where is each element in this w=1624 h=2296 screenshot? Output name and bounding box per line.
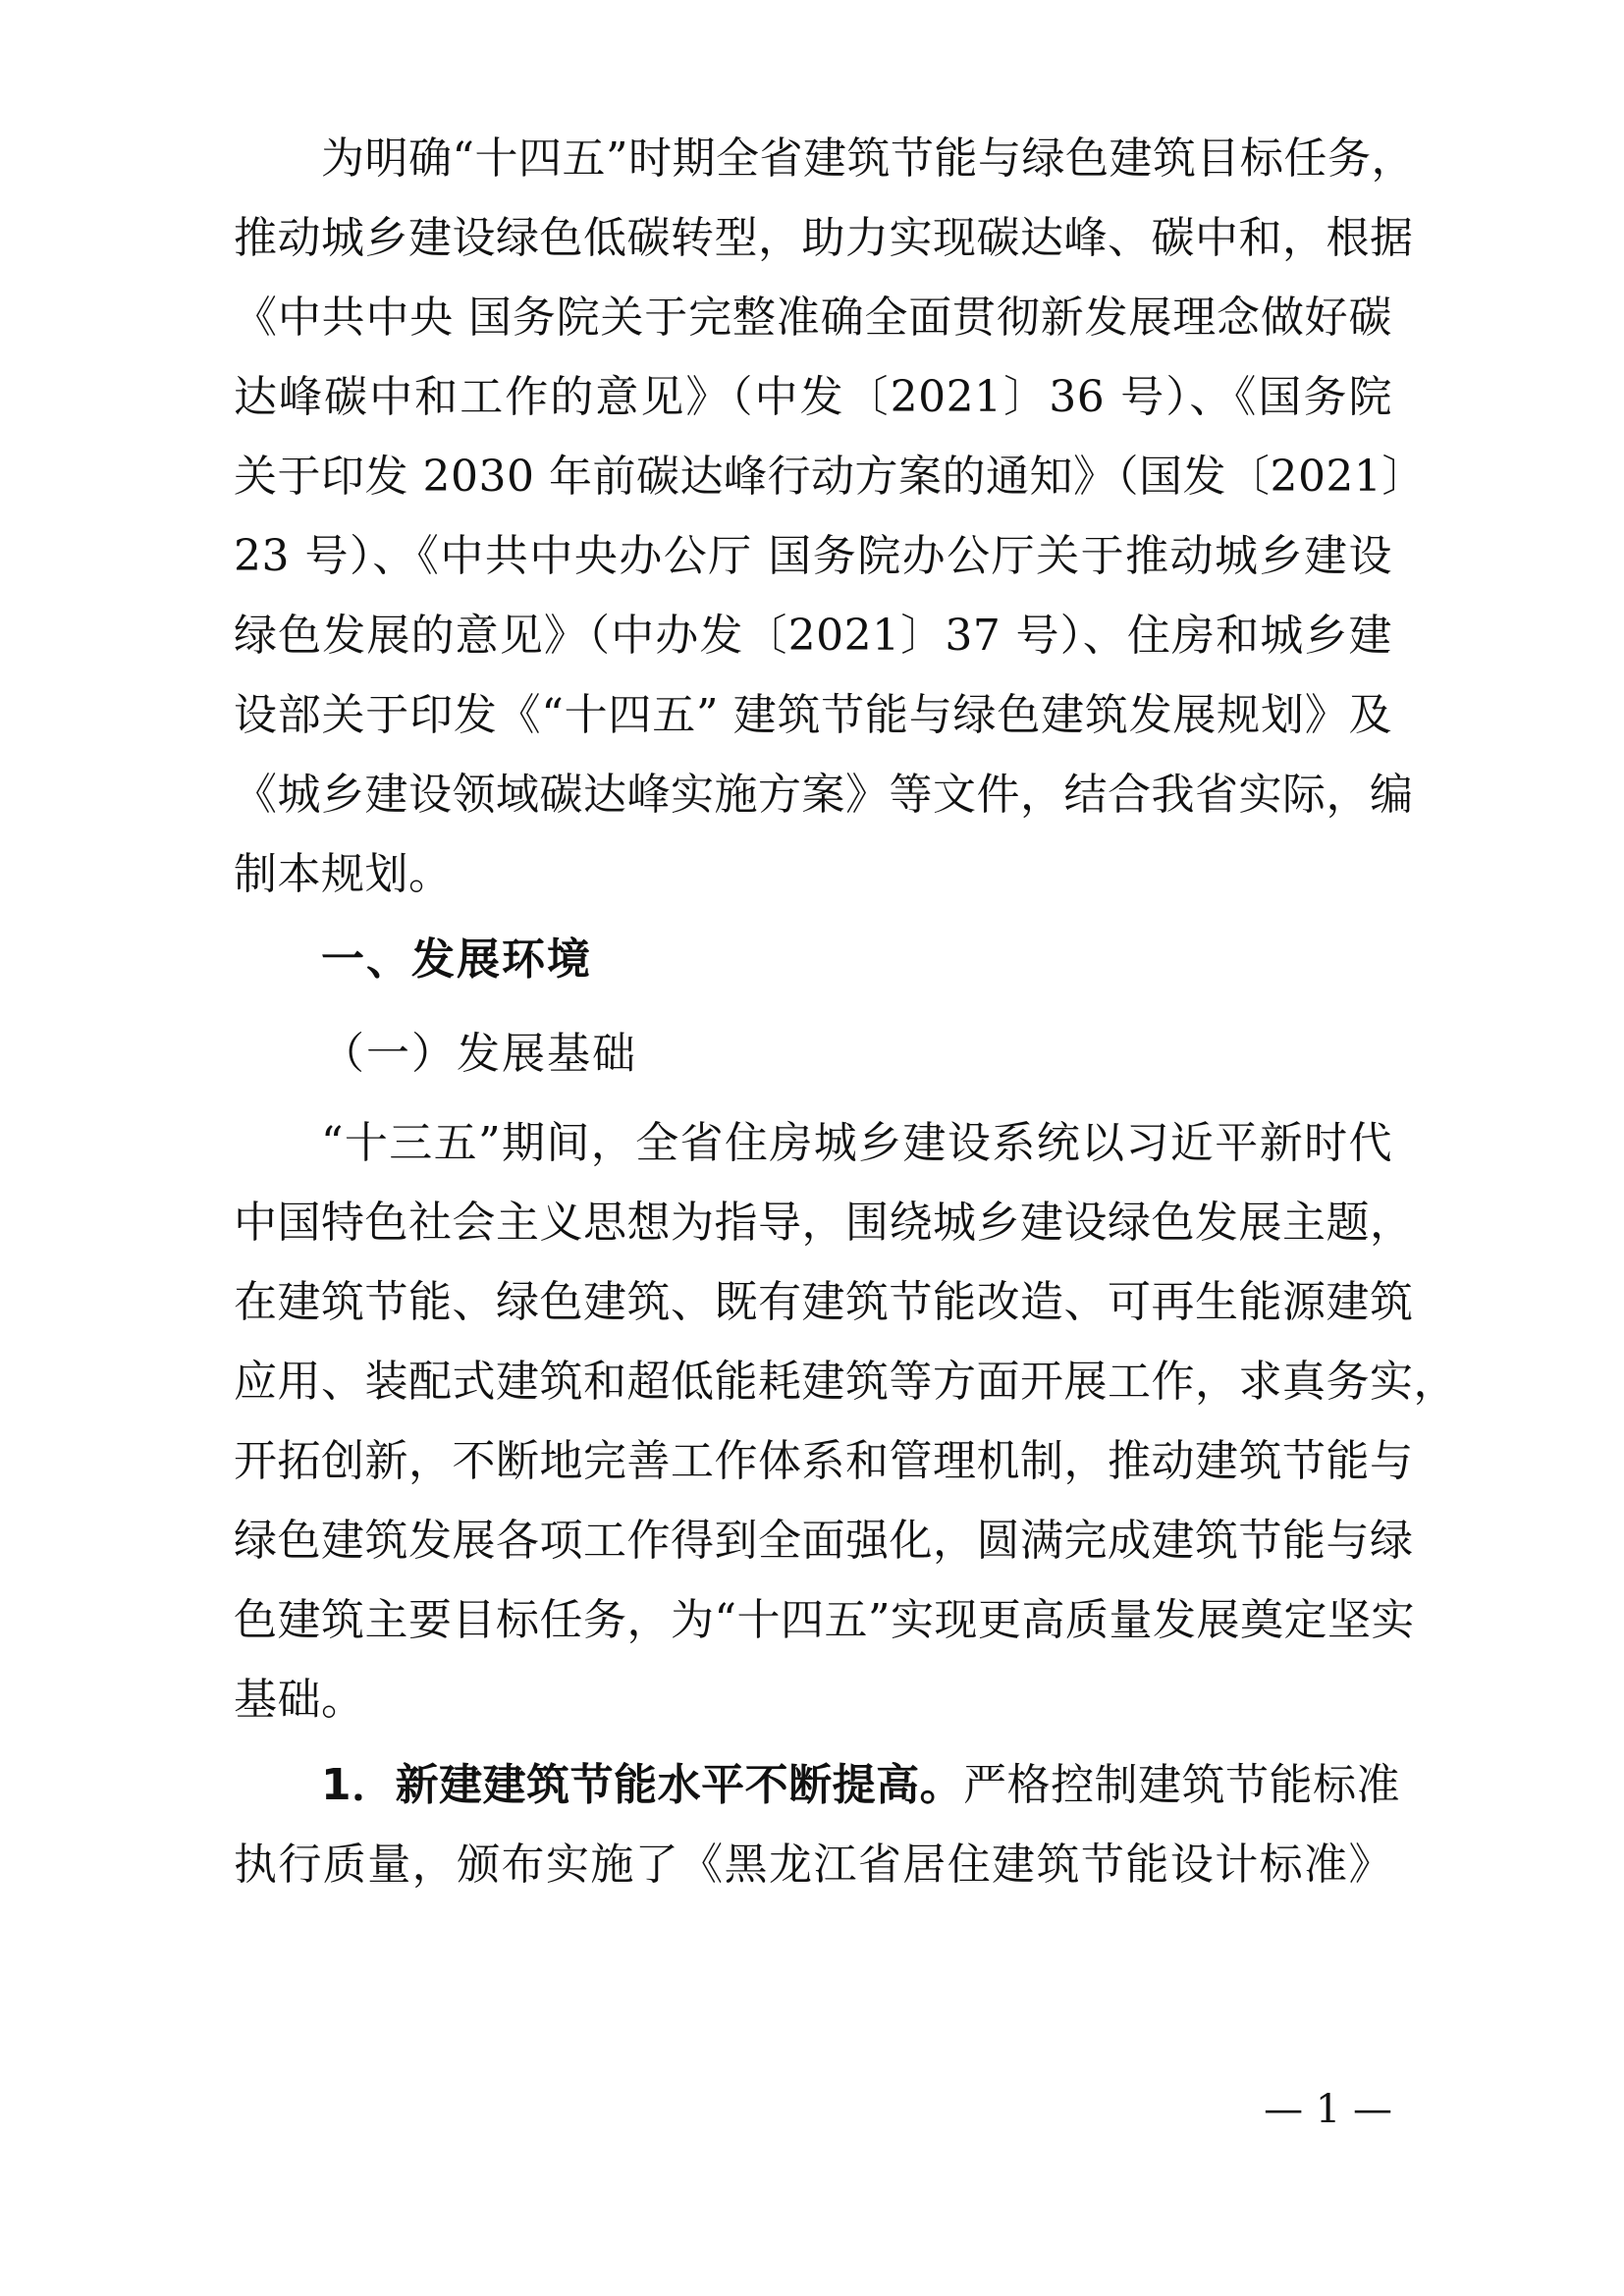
item1-line-1 [321,1758,1401,1813]
intro-line-9: 《城乡建设领域碳达峰实施方案》等文件，结合我省实际，编 [234,770,1414,820]
item1-line-2: 执行质量，颁布实施了《黑龙江省居住建筑节能设计标准》 [234,1840,1392,1890]
subsection-heading: （一）发展基础 [321,1029,637,1079]
basis-line-4: 应用、装配式建筑和超低能耗建筑等方面开展工作，求真务实， [234,1357,1457,1407]
intro-line-3: 《中共中央 国务院关于完整准确全面贯彻新发展理念做好碳 [234,293,1392,343]
basis-line-7: 色建筑主要目标任务，为“十四五”实现更高质量发展奠定坚实 [234,1595,1415,1645]
intro-line-10: 制本规划。 [234,849,453,899]
basis-line-1: “十三五”期间，全省住房城乡建设系统以习近平新时代 [321,1118,1392,1168]
item1-rest: 严格控制建筑节能标准 [963,1760,1401,1810]
section-heading: 一、发展环境 [321,934,592,985]
basis-line-3: 在建筑节能、绿色建筑、既有建筑节能改造、可再生能源建筑 [234,1277,1414,1327]
intro-line-2: 推动城乡建设绿色低碳转型，助力实现碳达峰、碳中和，根据 [234,213,1414,263]
intro-line-6: 23 号）、《中共中央办公厅 国务院办公厅关于推动城乡建设 [234,531,1392,581]
intro-line-8: 设部关于印发《“十四五” 建筑节能与绿色建筑发展规划》及 [234,690,1392,740]
item1-lead: 1．新建建筑节能水平不断提高。 [321,1760,964,1810]
basis-line-8: 基础。 [234,1675,365,1725]
page-number: — 1 — [1264,2087,1392,2132]
intro-line-7: 绿色发展的意见》（中办发〔2021〕37 号）、住房和城乡建 [234,611,1392,661]
basis-line-2: 中国特色社会主义思想为指导，围绕城乡建设绿色发展主题， [234,1198,1414,1248]
intro-line-5: 关于印发 2030 年前碳达峰行动方案的通知》（国发〔2021〕 [234,452,1426,502]
intro-line-4: 达峰碳中和工作的意见》（中发〔2021〕36 号）、《国务院 [234,372,1392,422]
basis-line-5: 开拓创新，不断地完善工作体系和管理机制，推动建筑节能与 [234,1436,1414,1486]
intro-line-1: 为明确“十四五”时期全省建筑节能与绿色建筑目标任务， [321,133,1415,184]
basis-line-6: 绿色建筑发展各项工作得到全面强化，圆满完成建筑节能与绿 [234,1516,1414,1566]
